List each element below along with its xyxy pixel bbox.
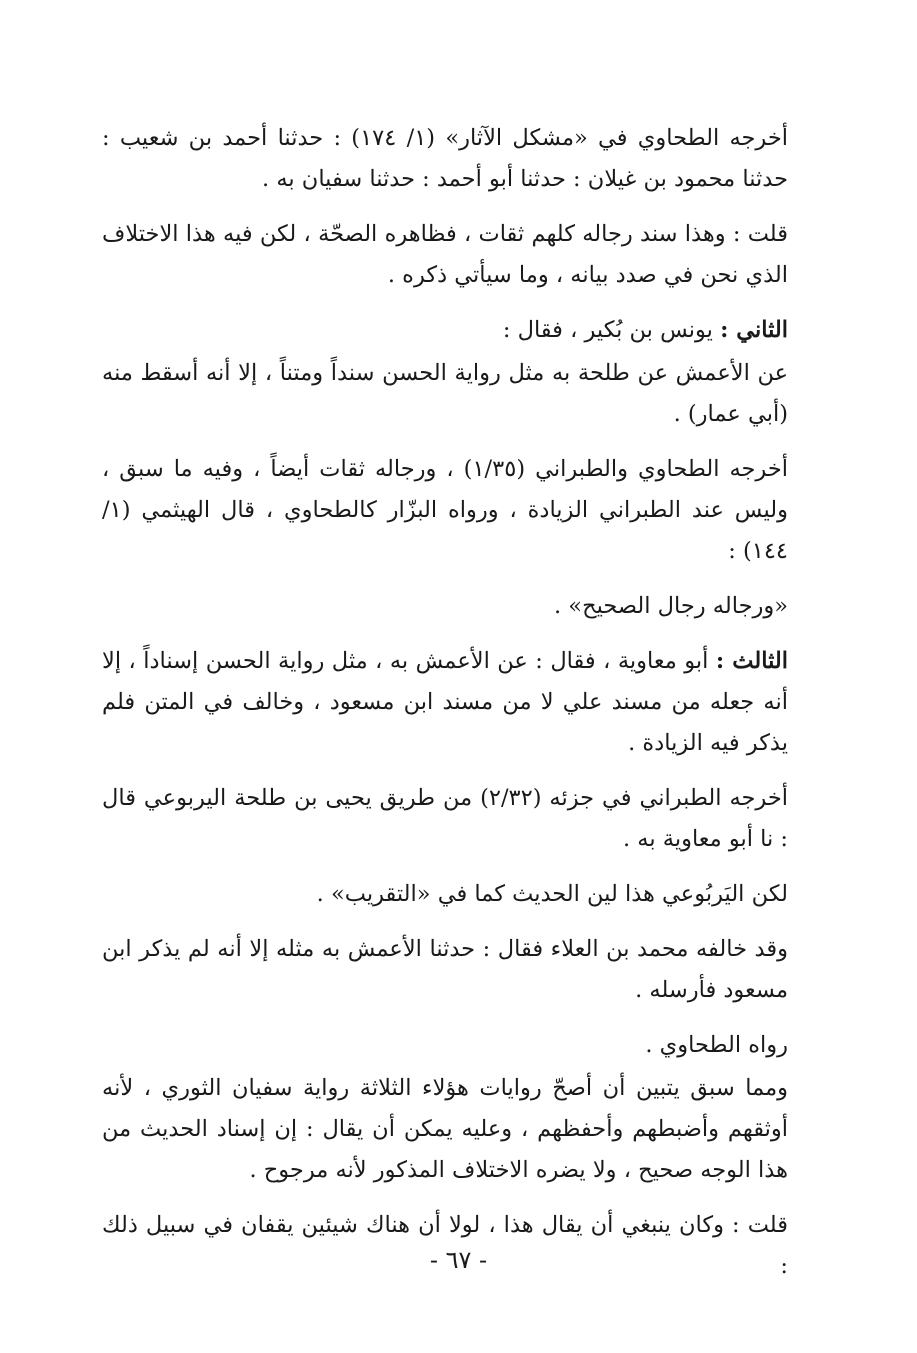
paragraph-9: لكن اليَربُوعي هذا لين الحديث كما في «التقريب» .: [316, 881, 788, 907]
paragraph-1: أخرجه الطحاوي في «مشكل الآثار» (١/ ١٧٤) : حدثنا أحمد بن شعيب : حدثنا محمود بن غيلان : حدثنا أبو أحمد : حدثنا سفيان به .: [102, 125, 789, 192]
paragraph-8: أخرجه الطبراني في جزئه (٢/٣٢) من طريق يحيى بن طلحة اليربوعي قال : نا أبو معاوية به .: [102, 785, 788, 852]
paragraph-11: رواه الطحاوي .: [645, 1032, 788, 1058]
page-number: - ٦٧ -: [429, 1246, 488, 1274]
paragraph-7: الثالث : أبو معاوية ، فقال : عن الأعمش به ، مثل رواية الحسن إسناداً ، إلا أنه جعله من مسند علي لا من مسند ابن مسعود ، وخالف في المتن فلم يذكر فيه الزيادة .: [102, 648, 789, 756]
paragraph-5: أخرجه الطحاوي والطبراني (١/٣٥) ، ورجاله ثقات أيضاً ، وفيه ما سبق ، وليس عند الطبراني الزيادة ، ورواه البزّار كالطحاوي ، قال الهيثمي (١/ ١٤٤) :: [102, 456, 788, 564]
paragraph-3: الثاني : يونس بن بُكير ، فقال :: [502, 317, 788, 343]
paragraph-4: عن الأعمش عن طلحة به مثل رواية الحسن سنداً ومتناً ، إلا أنه أسقط منه (أبي عمار) .: [102, 360, 788, 427]
paragraph-10: وقد خالفه محمد بن العلاء فقال : حدثنا الأعمش به مثله إلا أنه لم يذكر ابن مسعود فأرسله .: [102, 936, 788, 1003]
paragraph-6: «ورجاله رجال الصحيح» .: [554, 593, 788, 619]
paragraph-13: قلت : وكان ينبغي أن يقال هذا ، لولا أن هناك شيئين يقفان في سبيل ذلك :: [102, 1212, 788, 1279]
paragraph-2: قلت : وهذا سند رجاله كلهم ثقات ، فظاهره الصحّة ، لكن فيه هذا الاختلاف الذي نحن في صدد بيانه ، وما سيأتي ذكره .: [102, 221, 788, 288]
page-body: [102, 118, 850, 1301]
paragraph-12: ومما سبق يتبين أن أصحّ روايات هؤلاء الثلاثة رواية سفيان الثوري ، لأنه أوثقهم وأضبطهم وأحفظهم ، وعليه يمكن أن يقال : إن إسناد الحديث من هذا الوجه صحيح ، ولا يضره الاختلاف المذكور لأنه مرجوح .: [102, 1075, 788, 1183]
